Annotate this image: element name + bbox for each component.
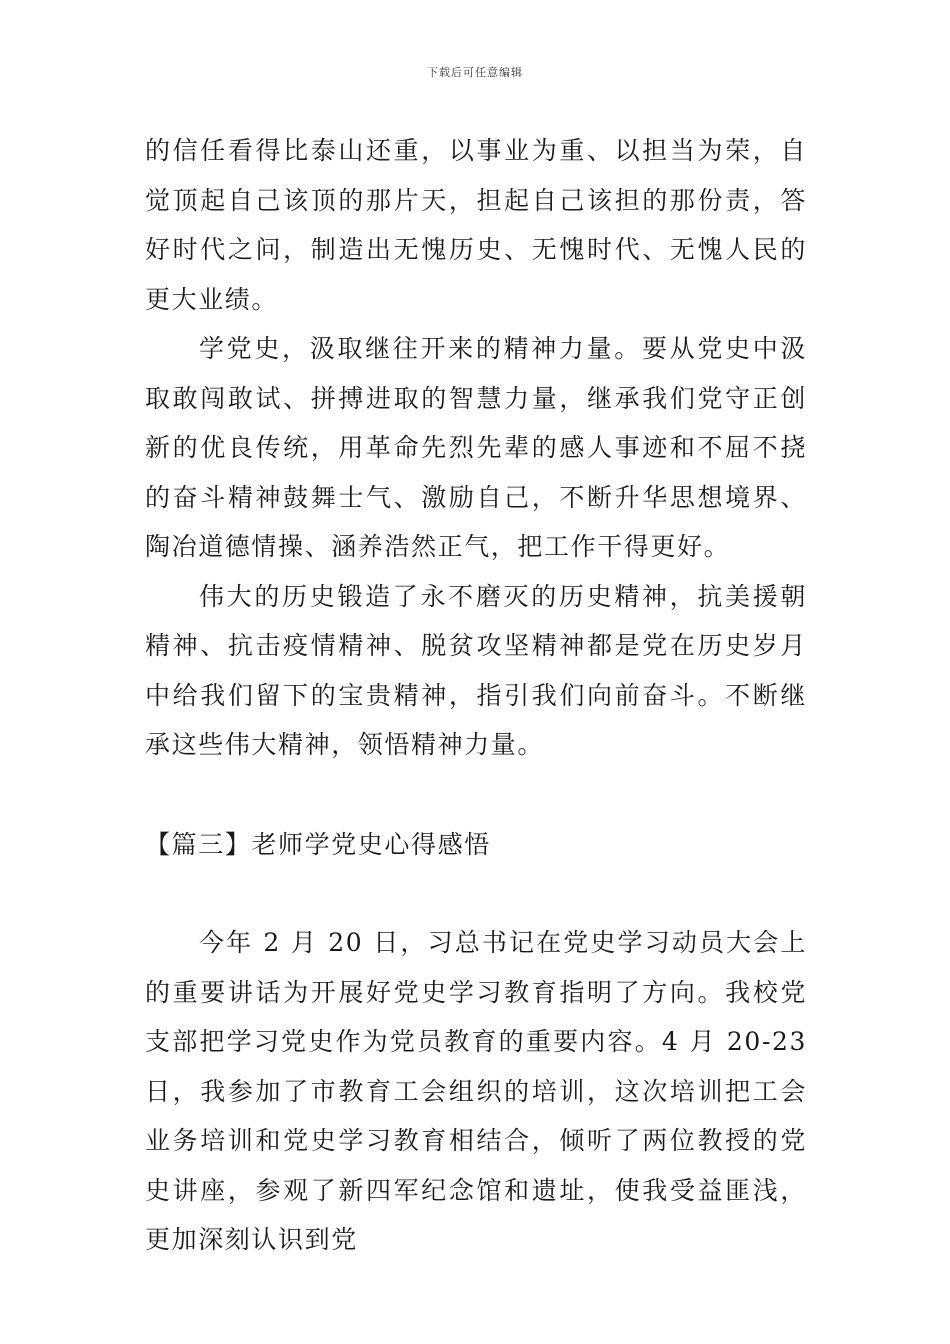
section-title: 【篇三】老师学党史心得感悟 bbox=[145, 830, 491, 859]
page-header-note: 下载后可任意编辑 bbox=[427, 66, 523, 79]
paragraph-section-intro: 今年 2 月 20 日，习总书记在党史学习动员大会上的重要讲话为开展好党史学习教育指明了方向。我校党支部把学习党史作为党员教育的重要内容。4 月 20-23 日，我参加了市教育工会组织的培训，这次培训把工会业务培训和党史学习教育相结合，倾听了两位教授的党史讲座，参观了新四军纪念馆和遗址，使我受益匪浅，更加深刻认识到党 bbox=[145, 928, 807, 1254]
paragraph-great-history: 伟大的历史锻造了永不磨灭的历史精神，抗美援朝精神、抗击疫情精神、脱贫攻坚精神都是党在历史岁月中给我们留下的宝贵精神，指引我们向前奋斗。不断继承这些伟大精神，领悟精神力量。 bbox=[145, 581, 807, 759]
paragraph-learn-party-history: 学党史，汲取继往开来的精神力量。要从党史中汲取敢闯敢试、拼搏进取的智慧力量，继承我们党守正创新的优良传统，用革命先烈先辈的感人事迹和不屈不挠的奋斗精神鼓舞士气、激励自己，不断升华思想境界、陶冶道德情操、涵养浩然正气，把工作干得更好。 bbox=[145, 334, 807, 561]
section-body bbox=[145, 918, 807, 1265]
document-body bbox=[145, 126, 807, 770]
paragraph-continuation: 的信任看得比泰山还重，以事业为重、以担当为荣，自觉顶起自己该顶的那片天，担起自己该担的那份责，答好时代之问，制造出无愧历史、无愧时代、无愧人民的更大业绩。 bbox=[145, 136, 807, 314]
